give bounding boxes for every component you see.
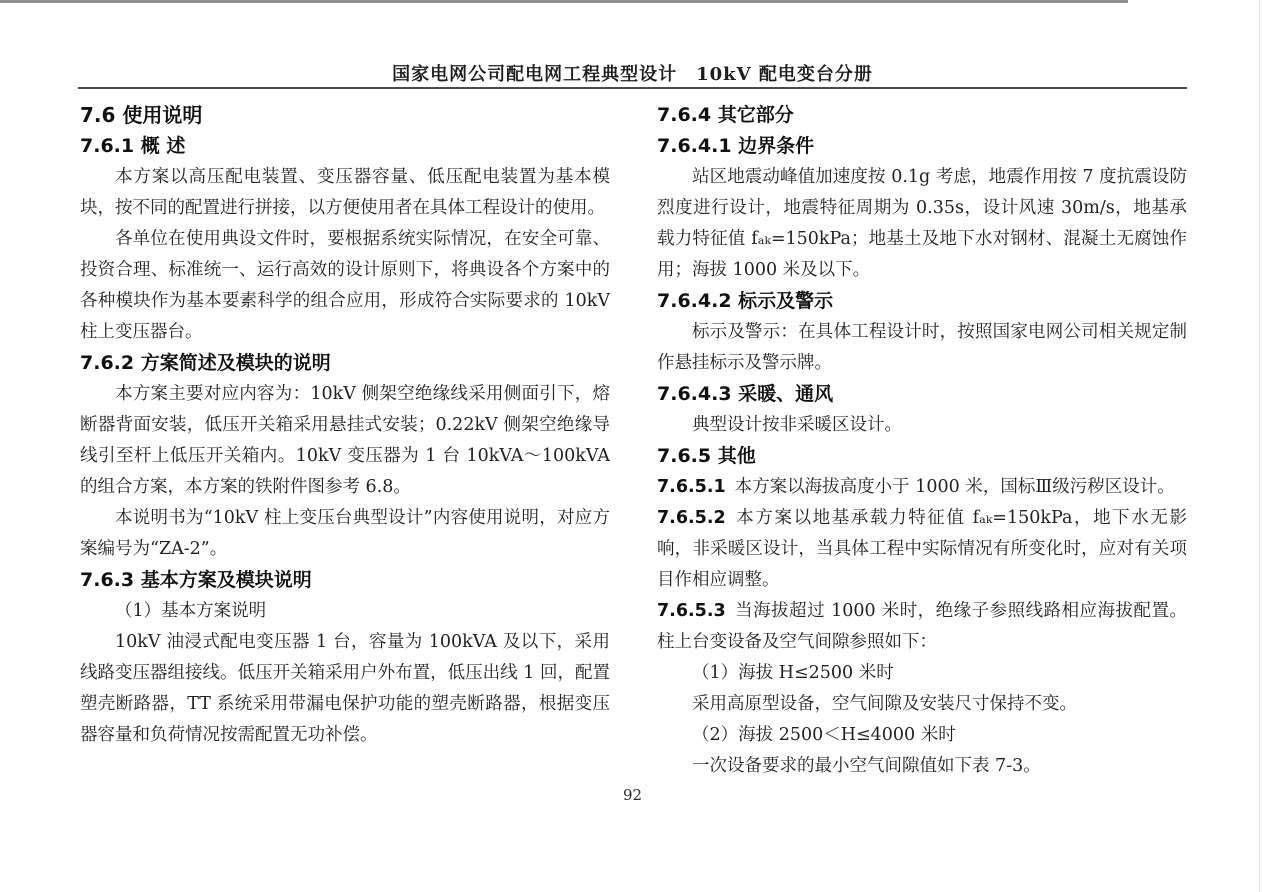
clause-text: 本方案以地基承载力特征值 fₐₖ=150kPa，地下水无影响，非采暖区设计，当具体工程中实际情况有所变化时，应对有关项目作相应调整。 [657, 508, 1187, 590]
list-item: （1）海拔 H≤2500 米时 [692, 663, 894, 683]
paragraph: 本方案以高压配电装置、变压器容量、低压配电装置为基本模块，按不同的配置进行拼接，以方便使用者在具体工程设计的使用。 [80, 167, 610, 218]
section-heading-7-6-4-2: 7.6.4.2 标示及警示 [657, 290, 834, 312]
paragraph: 本说明书为“10kV 柱上变压台典型设计”内容使用说明，对应方案编号为“ZA-2”。 [80, 508, 610, 559]
clause-text: 当海拔超过 1000 米时，绝缘子参照线路相应海拔配置。柱上台变设备及空气间隙参照如下： [657, 601, 1187, 652]
section-heading-7-6: 7.6 使用说明 [80, 103, 203, 127]
left-column [80, 100, 610, 782]
section-heading-7-6-3: 7.6.3 基本方案及模块说明 [80, 569, 312, 591]
page-number: 92 [622, 786, 643, 804]
header-rule [78, 87, 1187, 89]
numbered-paragraph-7-6-5-1 [657, 472, 1187, 503]
paragraph: 典型设计按非采暖区设计。 [692, 415, 902, 435]
right-column [657, 100, 1187, 782]
paragraph: 10kV 油浸式配电变压器 1 台，容量为 100kVA 及以下，采用线路变压器组接线。低压开关箱采用户外布置，低压出线 1 回，配置塑壳断路器，TT 系统采用带漏电保护功能的塑壳断路器，根据变压器容量和负荷情况按需配置无功补偿。 [80, 632, 610, 745]
content-columns [80, 100, 1187, 782]
clause-number: 7.6.5.1 [657, 477, 726, 497]
paragraph: 本方案主要对应内容为：10kV 侧架空绝缘线采用侧面引下，熔断器背面安装，低压开关箱采用悬挂式安装；0.22kV 侧架空绝缘导线引至杆上低压开关箱内。10kV 变压器为 1 台 10kVA～100kVA 的组合方案，本方案的铁附件图参考 6.8。 [80, 384, 610, 497]
list-item: 一次设备要求的最小空气间隙值如下表 7-3。 [692, 756, 1041, 776]
scan-right-edge-line [1259, 0, 1260, 892]
list-item: 采用高原型设备，空气间隙及安装尺寸保持不变。 [692, 694, 1077, 714]
list-item: （1）基本方案说明 [115, 601, 267, 621]
section-heading-7-6-2: 7.6.2 方案简述及模块的说明 [80, 352, 331, 374]
section-heading-7-6-4-1: 7.6.4.1 边界条件 [657, 135, 815, 157]
numbered-paragraph-7-6-5-2 [657, 503, 1187, 596]
list-item: （2）海拔 2500＜H≤4000 米时 [692, 725, 956, 745]
numbered-paragraph-7-6-5-3 [657, 596, 1187, 658]
paragraph: 站区地震动峰值加速度按 0.1g 考虑，地震作用按 7 度抗震设防烈度进行设计，地震特征周期为 0.35s，设计风速 30m/s，地基承载力特征值 fₐₖ=150kPa；地基土及地下水对钢材、混凝土无腐蚀作用；海拔 1000 米及以下。 [657, 167, 1187, 280]
section-heading-7-6-1: 7.6.1 概 述 [80, 135, 186, 157]
page-header-title: 国家电网公司配电网工程典型设计 10kV 配电变台分册 [392, 64, 873, 85]
section-heading-7-6-4-3: 7.6.4.3 采暖、通风 [657, 383, 834, 405]
scan-top-edge-line [0, 0, 1128, 3]
section-heading-7-6-5: 7.6.5 其他 [657, 445, 756, 467]
clause-text: 本方案以海拔高度小于 1000 米，国标Ⅲ级污秽区设计。 [734, 477, 1175, 497]
paragraph: 标示及警示：在具体工程设计时，按照国家电网公司相关规定制作悬挂标示及警示牌。 [657, 322, 1187, 373]
paragraph: 各单位在使用典设文件时，要根据系统实际情况，在安全可靠、投资合理、标准统一、运行高效的设计原则下，将典设各个方案中的各种模块作为基本要素科学的组合应用，形成符合实际要求的 10kV 柱上变压器台。 [80, 229, 610, 342]
clause-number: 7.6.5.2 [657, 508, 726, 528]
clause-number: 7.6.5.3 [657, 601, 726, 621]
section-heading-7-6-4: 7.6.4 其它部分 [657, 104, 794, 126]
